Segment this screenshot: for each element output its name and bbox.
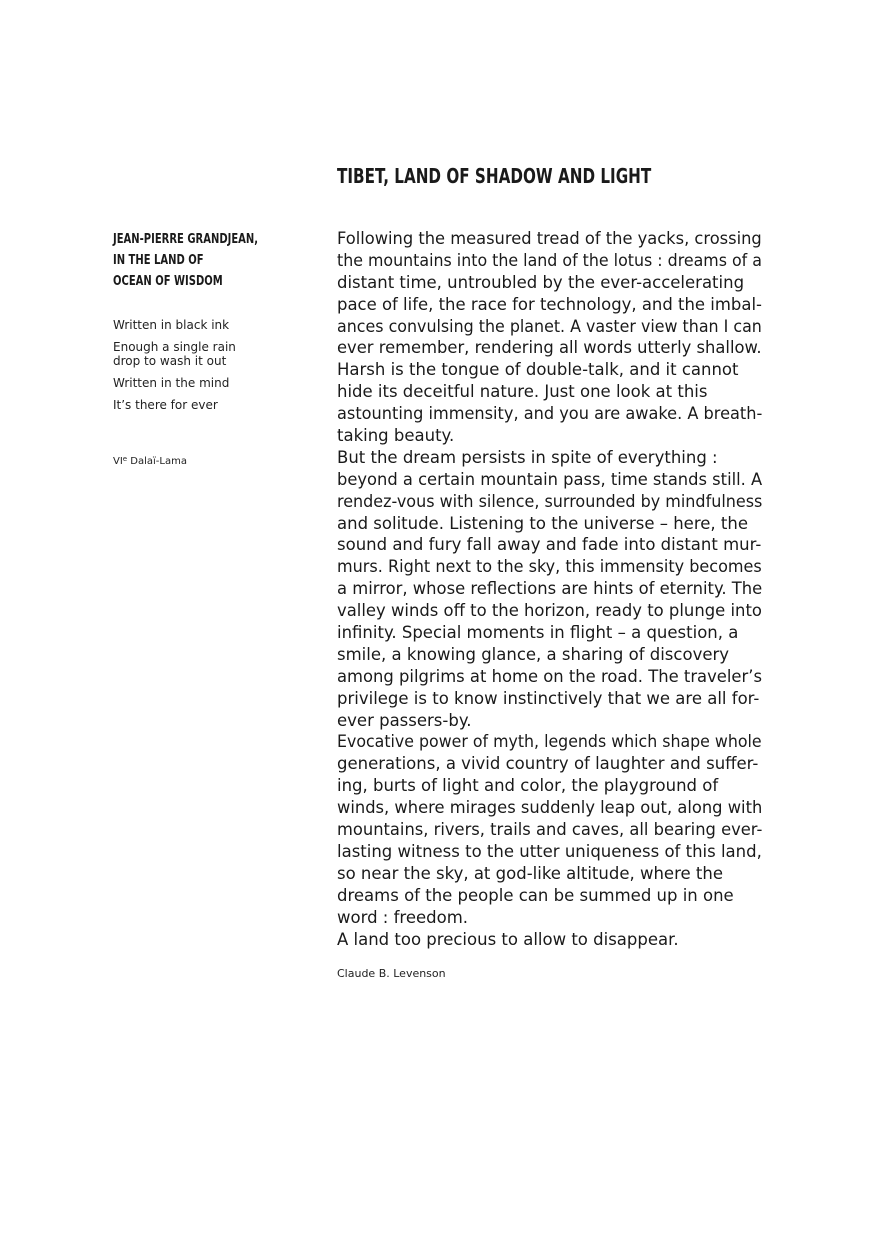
author-signature: Claude B. Levenson xyxy=(337,967,446,980)
body-line: distant time, untroubled by the ever-accelerating xyxy=(337,272,745,292)
body-line: mountains, rivers, trails and caves, all bearing ever- xyxy=(337,820,763,840)
body-line: valley winds off to the horizon, ready to plunge into xyxy=(337,601,762,621)
poem-line: Enough a single rain xyxy=(113,340,236,354)
body-line: privilege is to know instinctively that we are all for- xyxy=(337,688,760,708)
page-title: TIBET, LAND OF SHADOW AND LIGHT xyxy=(337,164,652,188)
body-line: rendez-vous with silence, surrounded by mindfulness xyxy=(337,491,763,511)
body-line: among pilgrims at home on the road. The traveler’s xyxy=(337,666,763,686)
body-line: sound and fury fall away and fade into distant mur- xyxy=(337,535,762,555)
body-line: pace of life, the race for technology, and the imbal- xyxy=(337,294,762,314)
poem-attribution xyxy=(113,452,187,469)
body-line: lasting witness to the utter uniqueness of this land, xyxy=(337,841,762,861)
body-line: taking beauty. xyxy=(337,426,455,446)
sidebar xyxy=(113,229,313,467)
body-line: Evocative power of myth, legends which shape whole xyxy=(337,732,762,752)
body-line: beyond a certain mountain pass, time stands still. A xyxy=(337,469,763,489)
sidebar-heading-line: OCEAN OF WISDOM xyxy=(113,273,223,289)
poem-line: Written in black ink xyxy=(113,318,230,332)
body-line: so near the sky, at god-like altitude, where the xyxy=(337,863,723,883)
body-line: smile, a knowing glance, a sharing of discovery xyxy=(337,644,730,664)
body-line: murs. Right next to the sky, this immensity becomes xyxy=(337,557,762,577)
sidebar-heading xyxy=(113,229,261,292)
body-line: ances convulsing the planet. A vaster view than I can xyxy=(337,316,762,336)
body-line: But the dream persists in spite of everything : xyxy=(337,447,718,467)
body-line: infinity. Special moments in flight – a question, a xyxy=(337,623,739,643)
poem-line: drop to wash it out xyxy=(113,354,227,368)
body-line: a mirror, whose reflections are hints of eternity. The xyxy=(337,579,763,599)
body-line: A land too precious to allow to disappear. xyxy=(337,929,679,949)
poem-line: Written in the mind xyxy=(113,376,230,390)
body-line: Following the measured tread of the yacks, crossing xyxy=(337,229,762,248)
sidebar-heading-line: JEAN-PIERRE GRANDJEAN, xyxy=(113,231,259,247)
body-line: ing, burts of light and color, the playground of xyxy=(337,776,719,796)
sidebar-heading-line: IN THE LAND OF xyxy=(113,252,204,268)
body-line: Harsh is the tongue of double-talk, and it cannot xyxy=(337,360,739,380)
body-line: generations, a vivid country of laughter and suffer- xyxy=(337,754,759,774)
poem-author-prefix: VI xyxy=(113,456,123,467)
body-line: dreams of the people can be summed up in one xyxy=(337,885,734,905)
poem-author-name: Dalaï-Lama xyxy=(127,456,187,467)
body-line: and solitude. Listening to the universe – here, the xyxy=(337,513,748,533)
body-line: astounting immensity, and you are awake. A breath- xyxy=(337,404,763,424)
body-line: ever remember, rendering all words utterly shallow. xyxy=(337,338,762,358)
article-body xyxy=(337,228,767,950)
poem-author-superscript: e xyxy=(122,455,128,463)
body-line: the mountains into the land of the lotus : dreams of a xyxy=(337,250,762,270)
body-line: winds, where mirages suddenly leap out, along with xyxy=(337,798,763,818)
body-line: hide its deceitful nature. Just one look at this xyxy=(337,382,708,402)
poem-line: It’s there for ever xyxy=(113,398,218,412)
body-line: word : freedom. xyxy=(337,907,469,927)
body-line: ever passers-by. xyxy=(337,710,472,730)
